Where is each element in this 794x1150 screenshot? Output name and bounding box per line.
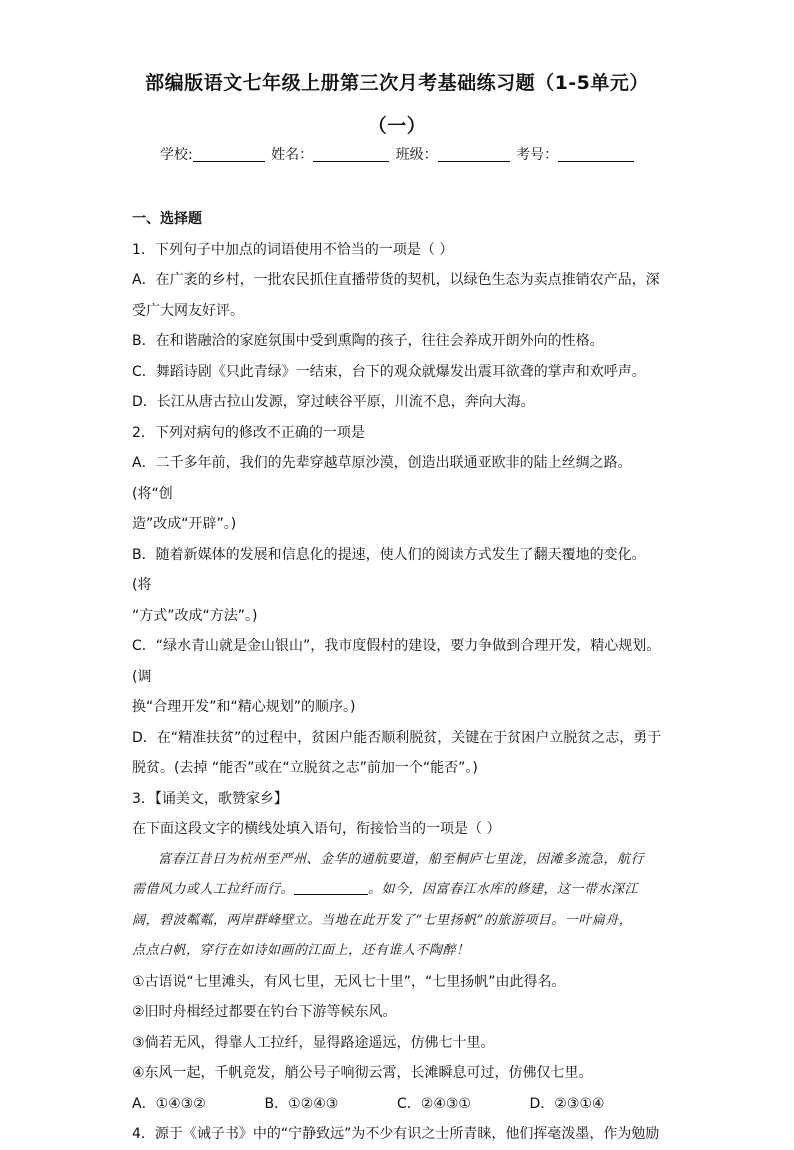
question-2-option-c-cont: 换“合理开发”和“精心规划”的顺序。): [132, 699, 356, 715]
question-1-option-a-cont: 受广大网友好评。: [132, 302, 244, 319]
passage-line-1: 富春江昔日为杭州至严州、金华的通航要道，船至桐庐七里泷，因滩多流急，航行: [158, 851, 645, 867]
question-3-option-b[interactable]: B．①②④③: [264, 1095, 339, 1112]
name-label: 姓名：: [271, 147, 314, 163]
question-4-stem: 4．源于《诫子书》中的“宁静致远”为不少有识之士所青睐，他们挥毫泼墨，作为勉励: [132, 1126, 660, 1142]
question-2-option-a: A．二千多年前，我们的先辈穿越草原沙漠，创造出联通亚欧非的陆上丝绸之路。(将“创: [132, 455, 632, 502]
question-2-option-d: D．在“精准扶贫”的过程中，贫困户能否顺利脱贫，关键在于贫困户立脱贫之志，勇于: [132, 729, 662, 746]
question-3-heading: 3．【诵美文，歌赞家乡】: [132, 790, 288, 807]
class-label: 班级：: [395, 147, 438, 163]
student-info-row: [160, 144, 636, 164]
question-1-option-b: B．在和谐融洽的家庭氛围中受到熏陶的孩子，往往会养成开朗外向的性格。: [132, 333, 604, 349]
question-1-option-a: A．在广袤的乡村，一批农民抓住直播带货的契机，以绿色生态为卖点推销农产品，深: [132, 272, 660, 288]
section-heading: 一、选择题: [132, 211, 202, 227]
name-field[interactable]: [313, 147, 389, 162]
question-2-option-d-cont: 脱贫。(去掉 “能否”或在“立脱贫之志”前加一个“能否”。): [132, 760, 478, 776]
passage-line-2-end: 。如今，因富春江水库的修建，这一带水深江: [368, 882, 639, 897]
question-1-option-c: C．舞蹈诗剧《只此青绿》一结束，台下的观众就爆发出震耳欲聋的掌声和欢呼声。: [132, 363, 646, 380]
sentence-3: ③倘若无风，得靠人工拉纤，显得路途遥远，仿佛七十里。: [132, 1034, 495, 1051]
answer-blank[interactable]: [294, 882, 368, 895]
school-label: 学校:: [160, 147, 193, 163]
question-3-option-c[interactable]: C．②④③①: [397, 1095, 471, 1112]
question-1-stem: 1．下列句子中加点的词语使用不恰当的一项是（ ）: [132, 241, 454, 258]
question-3-option-d[interactable]: D．②③①④: [529, 1095, 605, 1112]
passage-line-3: 阔，碧波粼粼，两岸群峰壁立。当地在此开发了“七里扬帆”的旅游项目。一叶扁舟，: [132, 912, 633, 928]
passage-line-2-start: 需借风力或人工拉纤而行。: [132, 882, 295, 897]
passage-line-4: 点点白帆，穿行在如诗如画的江面上，还有谁人不陶醉！: [132, 943, 470, 958]
question-3-stem: 在下面这段文字的横线处填入语句，衔接恰当的一项是（ ）: [132, 821, 501, 837]
school-field[interactable]: [193, 147, 265, 162]
question-2-option-a-cont: 造”改成“开辟”。): [132, 516, 237, 532]
exam-title: 部编版语文七年级上册第三次月考基础练习题（1-5单元）: [145, 72, 649, 94]
question-2-option-b: B．随着新媒体的发展和信息化的提速，使人们的阅读方式发生了翻天覆地的变化。(将: [132, 546, 646, 593]
sentence-1: ①古语说“七里滩头，有风七里，无风七十里”，“七里扬帆”由此得名。: [132, 973, 566, 990]
question-2-stem: 2．下列对病句的修改不正确的一项是: [132, 424, 365, 441]
questions: [132, 204, 662, 1150]
sentence-2: ②旧时舟楫经过都要在钓台下游等候东风。: [132, 1004, 397, 1020]
sentence-4: ④东风一起，千帆竞发，艄公号子响彻云霄，长滩瞬息可过，仿佛仅七里。: [132, 1065, 593, 1081]
question-2-option-c: C．“绿水青山就是金山银山”，我市度假村的建设，要力争做到合理开发，精心规划。(调: [132, 638, 661, 685]
exam-subtitle: （一）: [367, 115, 427, 137]
question-2-option-b-cont: “方式”改成“方法”。): [132, 607, 258, 624]
question-3-option-a[interactable]: A．①④③②: [132, 1095, 206, 1112]
class-field[interactable]: [438, 147, 510, 162]
number-field[interactable]: [558, 147, 634, 162]
question-1-option-d: D．长江从唐古拉山发源，穿过峡谷平原，川流不息，奔向大海。: [132, 394, 535, 410]
passage-line-2: [132, 875, 662, 906]
question-3-options: [132, 1089, 662, 1120]
number-label: 考号：: [516, 147, 559, 163]
